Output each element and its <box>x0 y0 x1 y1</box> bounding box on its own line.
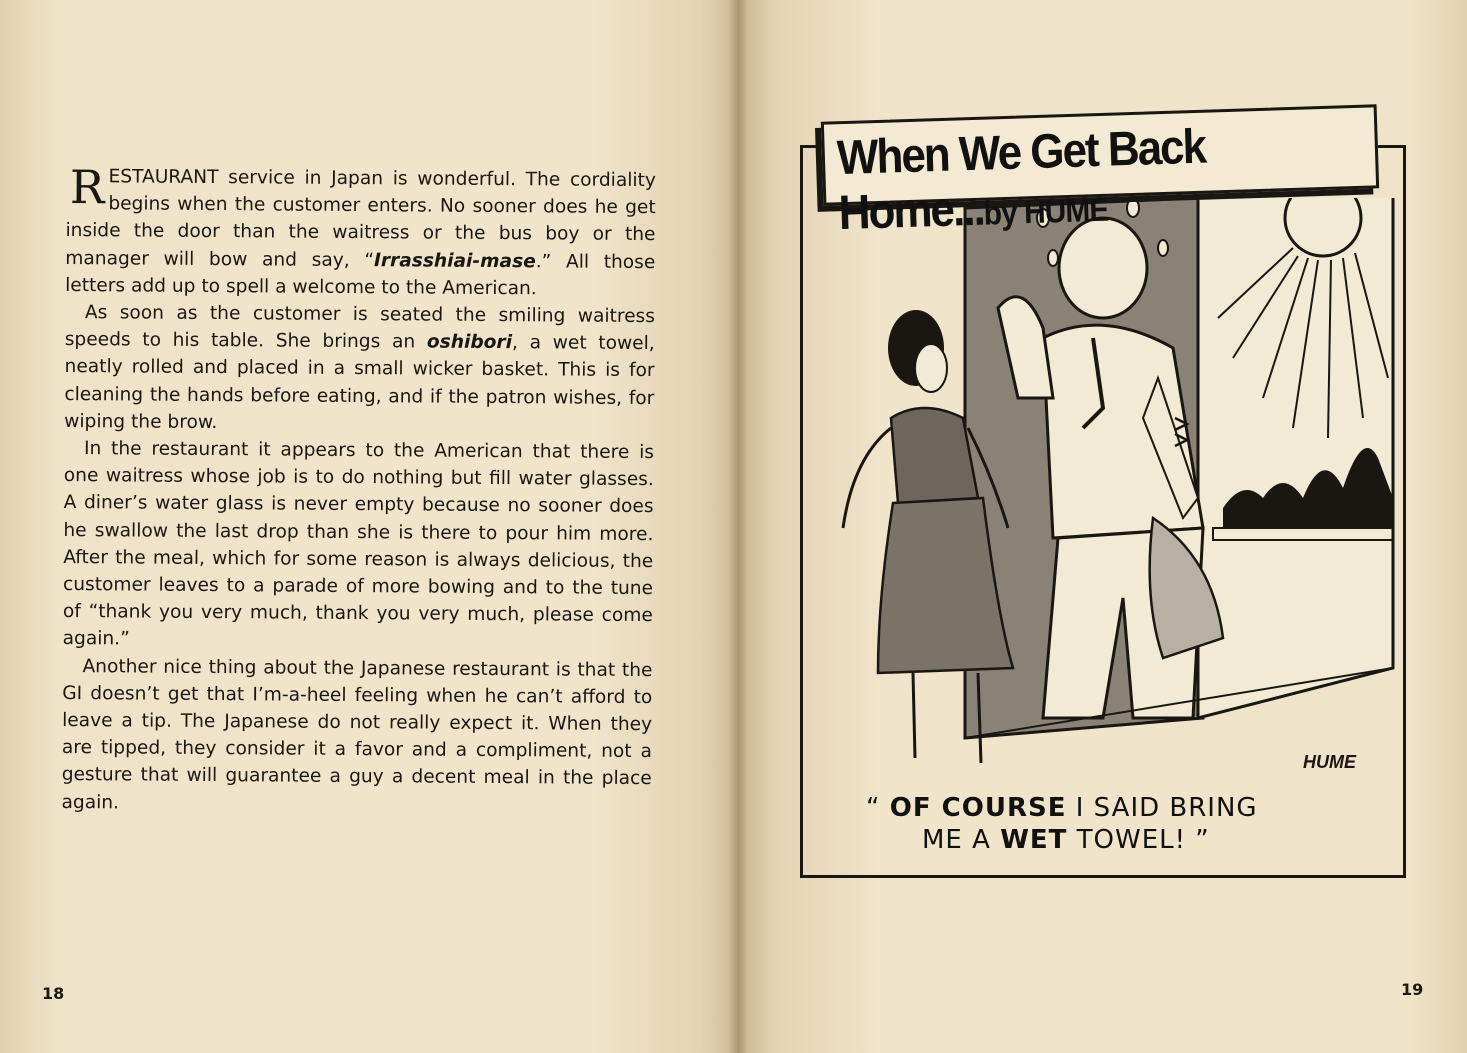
page-number-right: 19 <box>1401 980 1424 999</box>
article-body <box>61 160 656 820</box>
paragraph-3: In the restaurant it appears to the American that there is one waitress whose job is to do nothing but fill water glasses. A diner’s water glass is never empty because no sooner does he swallow the last drop than she is there to pour him more. After the meal, which for some reason is always delicious, the customer leaves to a parade of more bowing and to the tune of “thank you very much, thank you very much, please come again.” <box>62 438 655 650</box>
book-gutter <box>728 0 748 1053</box>
paragraph-2: As soon as the customer is seated the smiling waitress speeds to his table. She brings an oshibori, a wet towel, neatly rolled and placed in a small wicker basket. This is for cleaning the hands before eating, and if the patron wishes, for wiping the brow. <box>64 302 656 433</box>
term-irrasshiai-mase: Irrasshiai-mase <box>373 249 536 272</box>
page-number-left: 18 <box>42 984 65 1003</box>
cartoon-title-box <box>821 104 1379 241</box>
cartoon-caption: “ OF COURSE I SAID BRING ME A WET TOWEL! ” <box>866 793 1258 855</box>
cartoon-title: When We Get Back Home...by HUME <box>836 119 1206 241</box>
paragraph-4: Another nice thing about the Japanese restaurant is that the GI doesn’t get that I’m-a-heel feeling when he can’t afford to leave a tip. The Japanese do not really expect it. When they are tipped, they consider it a favor and a compliment, not a gesture that will guarantee a guy a decent meal in the place again. <box>61 655 653 814</box>
term-oshibori: oshibori <box>426 331 513 354</box>
drop-cap: R <box>69 160 105 215</box>
cartoon-byline: by HUME <box>983 192 1109 233</box>
cartoon-illustration <box>803 198 1403 798</box>
paragraph-1: RESTAURANT service in Japan is wonderful. The cordiality begins when the customer enters. No sooner does he get inside the door than the waitress or the bus boy or the manager will bow and say, “Irrasshiai-mase.” All those letters add up to spell a welcome to the American. <box>65 160 656 300</box>
artist-signature: HUME <box>1303 752 1356 772</box>
